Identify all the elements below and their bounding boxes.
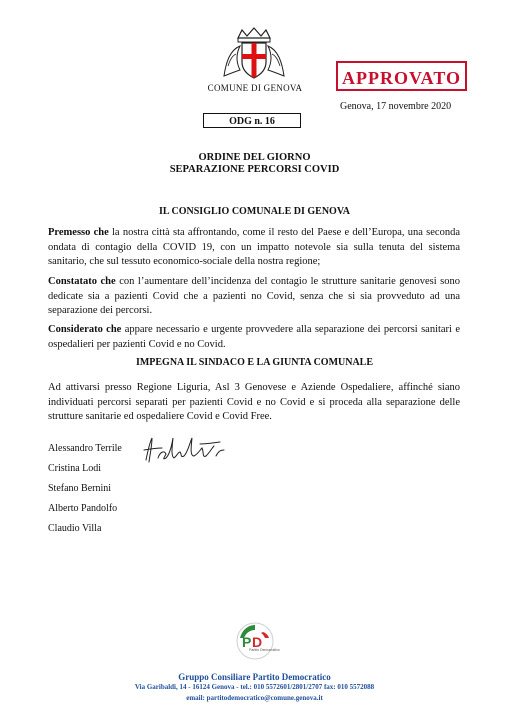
paragraph-text: con l’aumentare dell’incidenza del contagio le strutture sanitarie genovesi sono dedicate sia a pazienti Covid che a pazienti no Covid, senza che si sia provveduto ad una separazione dei percorsi.: [48, 276, 460, 316]
handwritten-signature: [140, 432, 230, 466]
footer-group-name: Gruppo Consiliare Partito Democratico: [178, 672, 331, 682]
svg-text:D: D: [252, 634, 263, 650]
paragraph-lead: Constatato che: [48, 276, 116, 287]
pd-logo-tagline: Partito Democratico: [249, 648, 280, 652]
paragraph-lead: Considerato che: [48, 324, 122, 335]
approved-stamp: APPROVATO: [336, 61, 467, 91]
signer-name: Claudio Villa: [48, 523, 102, 534]
pd-party-logo-icon: [233, 622, 277, 660]
paragraph-premesso: [48, 226, 460, 270]
signer-name: Alberto Pandolfo: [48, 503, 118, 514]
resolution-paragraph: Ad attivarsi presso Regione Liguria, Asl 3 Genovese e Aziende Ospedaliere, affinché siano individuati percorsi separati per pazienti Covid e no Covid e si proceda alla separazione delle strutture sanitarie ed ospedaliere Covid e Covid Free.: [48, 382, 460, 422]
paragraph-constatato: [48, 275, 460, 319]
footer-email: email: partitodemocratico@comune.genova.it: [186, 694, 323, 702]
document-title: ORDINE DEL GIORNO: [198, 152, 311, 163]
paragraph-text: appare necessario e urgente provvedere alla separazione dei percorsi sanitari e ospedalieri per pazienti Covid e no Covid.: [48, 324, 460, 350]
paragraph-considerato: [48, 323, 460, 352]
odg-number: ODG n. 16: [203, 113, 301, 128]
footer-address: Via Garibaldi, 14 - 16124 Genova - tel.: 010 5572601/2801/2707 fax: 010 5572088: [134, 683, 375, 691]
city-name: COMUNE DI GENOVA: [207, 83, 303, 93]
signer-name: Alessandro Terrile: [48, 443, 122, 454]
council-heading: IL CONSIGLIO COMUNALE DI GENOVA: [159, 206, 350, 217]
signer-name: Stefano Bernini: [48, 483, 112, 494]
signer-name: Cristina Lodi: [48, 463, 102, 474]
genova-coat-of-arms-icon: [220, 26, 288, 82]
commitment-heading: IMPEGNA IL SINDACO E LA GIUNTA COMUNALE: [135, 357, 374, 368]
svg-text:P: P: [242, 634, 252, 650]
document-date: Genova, 17 novembre 2020: [340, 101, 452, 112]
paragraph-lead: Premesso che: [48, 227, 109, 238]
document-subtitle: SEPARAZIONE PERCORSI COVID: [169, 164, 340, 175]
paragraph-text: la nostra città sta affrontando, come il resto del Paese e dell’Europa, una seconda ondata di contagio della COVID 19, con un impatto notevole sia sulla tenuta del sistema sanitario, che sul tessuto economico-sociale della nostra regione;: [48, 227, 460, 267]
